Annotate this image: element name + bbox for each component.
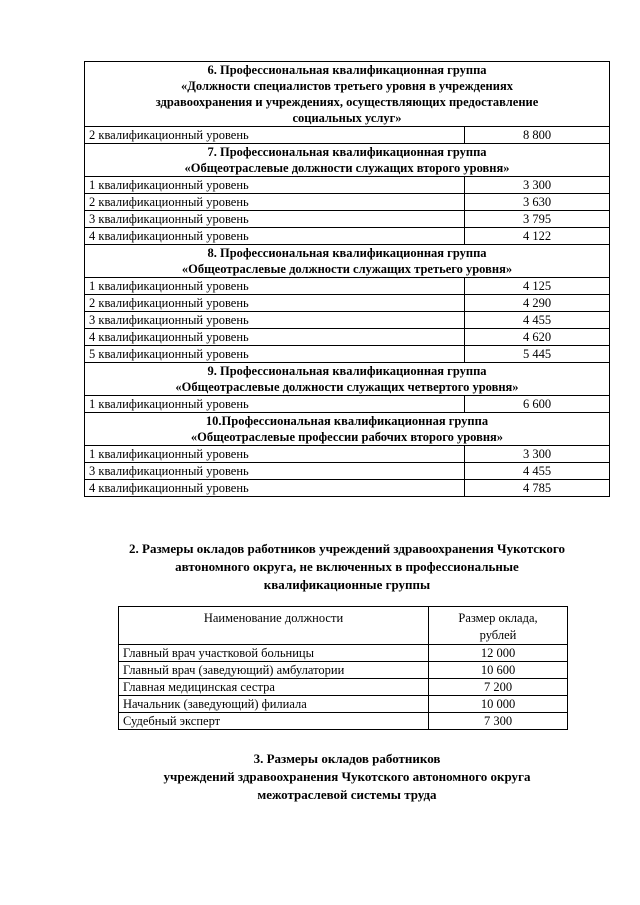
qualification-level: 3 квалификационный уровень — [85, 211, 465, 228]
group-header-row — [85, 413, 610, 446]
section-2-heading-line: автономного округа, не включенных в профессиональные — [175, 559, 519, 574]
group-title-line: 7. Профессиональная квалификационная группа — [207, 145, 487, 159]
section-2-heading-line: квалификационные группы — [263, 577, 431, 592]
qualification-level: 4 квалификационный уровень — [85, 329, 465, 346]
group-title-line: «Общеотраслевые должности служащих четвертого уровня» — [175, 380, 519, 394]
salary-value: 4 125 — [465, 278, 610, 295]
salary-value: 7 200 — [429, 679, 568, 696]
position-name: Судебный эксперт — [119, 713, 429, 730]
group-title-line: 8. Профессиональная квалификационная группа — [207, 246, 487, 260]
table-row — [85, 396, 610, 413]
salary-value: 3 300 — [465, 177, 610, 194]
group-title-line: 10.Профессиональная квалификационная группа — [205, 414, 489, 428]
salary-value: 12 000 — [429, 645, 568, 662]
group-title-line: «Общеотраслевые должности служащих третьего уровня» — [181, 262, 513, 276]
table-row — [85, 480, 610, 497]
salary-value: 4 455 — [465, 312, 610, 329]
group-title — [85, 413, 610, 446]
table-row — [119, 713, 568, 730]
group-title — [85, 62, 610, 127]
table-row — [85, 177, 610, 194]
salary-value: 10 000 — [429, 696, 568, 713]
section-3-heading-line: 3. Размеры окладов работников — [253, 751, 441, 766]
group-title — [85, 144, 610, 177]
table-row — [85, 127, 610, 144]
column-header-position: Наименование должности — [119, 607, 429, 645]
salary-value: 4 122 — [465, 228, 610, 245]
column-header-salary-line: Размер оклада, — [458, 611, 538, 625]
column-header-salary-line: рублей — [479, 628, 517, 642]
group-header-row — [85, 62, 610, 127]
group-title — [85, 363, 610, 396]
table-row — [85, 194, 610, 211]
qualification-level: 5 квалификационный уровень — [85, 346, 465, 363]
qualification-level: 3 квалификационный уровень — [85, 463, 465, 480]
table-row — [119, 696, 568, 713]
group-title-line: здравоохранения и учреждениях, осуществляющих предоставление — [155, 95, 539, 109]
table-row — [85, 312, 610, 329]
salary-value: 5 445 — [465, 346, 610, 363]
table-row — [85, 211, 610, 228]
salary-value: 10 600 — [429, 662, 568, 679]
table-header-row — [119, 607, 568, 645]
section-3-heading — [84, 750, 610, 804]
group-title-line: «Должности специалистов третьего уровня в учреждениях — [181, 79, 513, 93]
group-title-line: «Общеотраслевые профессии рабочих второго уровня» — [190, 430, 504, 444]
qualification-level: 2 квалификационный уровень — [85, 127, 465, 144]
table-row — [85, 278, 610, 295]
section-3-heading-line: учреждений здравоохранения Чукотского автономного округа — [163, 769, 531, 784]
salary-value: 4 455 — [465, 463, 610, 480]
section-3-heading-line: межотраслевой системы труда — [257, 787, 437, 802]
salary-value: 4 785 — [465, 480, 610, 497]
qualification-level: 3 квалификационный уровень — [85, 312, 465, 329]
qualification-level: 2 квалификационный уровень — [85, 194, 465, 211]
table-row — [85, 295, 610, 312]
qualification-level: 2 квалификационный уровень — [85, 295, 465, 312]
salary-value: 7 300 — [429, 713, 568, 730]
salary-value: 3 630 — [465, 194, 610, 211]
group-header-row — [85, 245, 610, 278]
table-row — [119, 679, 568, 696]
position-name: Начальник (заведующий) филиала — [119, 696, 429, 713]
position-name: Главная медицинская сестра — [119, 679, 429, 696]
salary-value: 4 290 — [465, 295, 610, 312]
column-header-salary — [429, 607, 568, 645]
salary-value: 3 300 — [465, 446, 610, 463]
qualification-level: 1 квалификационный уровень — [85, 177, 465, 194]
position-name: Главный врач участковой больницы — [119, 645, 429, 662]
table-row — [85, 329, 610, 346]
position-name: Главный врач (заведующий) амбулатории — [119, 662, 429, 679]
group-title-line: социальных услуг» — [292, 111, 402, 125]
group-title-line: 9. Профессиональная квалификационная группа — [207, 364, 487, 378]
section-2-heading — [84, 540, 610, 594]
group-header-row — [85, 144, 610, 177]
table-row — [119, 662, 568, 679]
salary-value: 8 800 — [465, 127, 610, 144]
other-positions-table — [118, 606, 568, 730]
salary-value: 3 795 — [465, 211, 610, 228]
qualification-groups-table — [84, 61, 610, 497]
salary-value: 4 620 — [465, 329, 610, 346]
section-2-heading-line: 2. Размеры окладов работников учреждений здравоохранения Чукотского — [129, 541, 565, 556]
group-header-row — [85, 363, 610, 396]
qualification-level: 4 квалификационный уровень — [85, 228, 465, 245]
table-row — [85, 346, 610, 363]
table-row — [85, 463, 610, 480]
table-row — [85, 228, 610, 245]
group-title — [85, 245, 610, 278]
qualification-level: 1 квалификационный уровень — [85, 396, 465, 413]
qualification-level: 1 квалификационный уровень — [85, 446, 465, 463]
group-title-line: 6. Профессиональная квалификационная группа — [207, 63, 487, 77]
qualification-level: 1 квалификационный уровень — [85, 278, 465, 295]
table-row — [85, 446, 610, 463]
table-row — [119, 645, 568, 662]
group-title-line: «Общеотраслевые должности служащих второго уровня» — [184, 161, 510, 175]
salary-value: 6 600 — [465, 396, 610, 413]
qualification-level: 4 квалификационный уровень — [85, 480, 465, 497]
